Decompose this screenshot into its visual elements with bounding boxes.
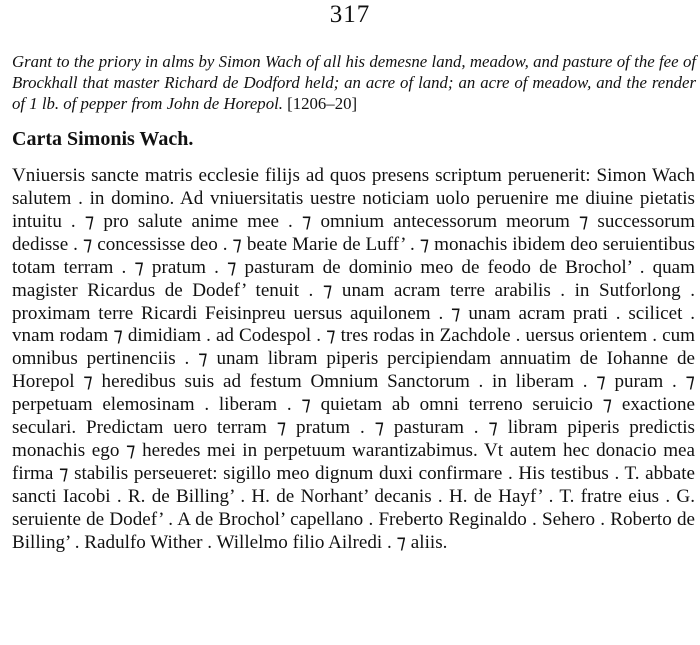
summary-text: Grant to the priory in alms by Simon Wach of all his demesne land, meadow, and pasture of the fee of Brockhall that master Richard de Dodford held; an acre of land; an acre of meadow, and the render of 1 lb. of pepper from John de Horepol. — [12, 51, 696, 113]
charter-summary — [12, 51, 696, 114]
charter-title: Carta Simonis Wach. — [12, 128, 194, 151]
page-number: 317 — [329, 1, 371, 28]
charter-date: [1206–20] — [287, 93, 358, 113]
charter-transcription: Vniuersis sancte matris ecclesie filijs ad quos presens scriptum peruenerit: Simon Wach salutem . in domino. Ad vniuersitatis uestre noticiam uolo peruenire me diuine pietatis intuitu . ⁊ pro salute anime mee . ⁊ omnium antecessorum meorum ⁊ successorum dedisse . ⁊ concessisse deo . ⁊ beate Marie de Luff’ . ⁊ monachis ibidem deo seruientibus totam terram . ⁊ pratum . ⁊ pasturam de dominio meo de feodo de Brochol’ . quam magister Ricardus de Dodef’ tenuit . ⁊ unam acram terre arabilis . in Sutforlong . proximam terre Ricardi Feisinpreu uersus aquilonem . ⁊ unam acram prati . scilicet . vnam rodam ⁊ dimidiam . ad Codespol . ⁊ tres rodas in Zachdole . uersus orientem . cum omnibus pertinenciis . ⁊ unam libram piperis percipiendam annuatim de Iohanne de Horepol ⁊ heredibus suis ad festum Omnium Sanctorum . in liberam . ⁊ puram . ⁊ perpetuam elemosinam . liberam . ⁊ quietam ab omni terreno seruicio ⁊ exactione seculari. Predictam uero terram ⁊ pratum . ⁊ pasturam . ⁊ libram piperis predictis monachis ego ⁊ heredes mei in perpetuum warantizabimus. Vt autem hec donacio mea firma ⁊ stabilis perseueret: sigillo meo dignum duxi confirmare . His testibus . T. abbate sancti Iacobi . R. de Billing’ . H. de Norhant’ decanis . H. de Hayf’ . T. fratre eius . G. seruiente de Dodef’ . A de Brochol’ capellano . Freberto Reginaldo . Sehero . Roberto de Billing’ . Radulfo Wither . Willelmo filio Ailredi . ⁊ aliis. — [12, 165, 695, 553]
